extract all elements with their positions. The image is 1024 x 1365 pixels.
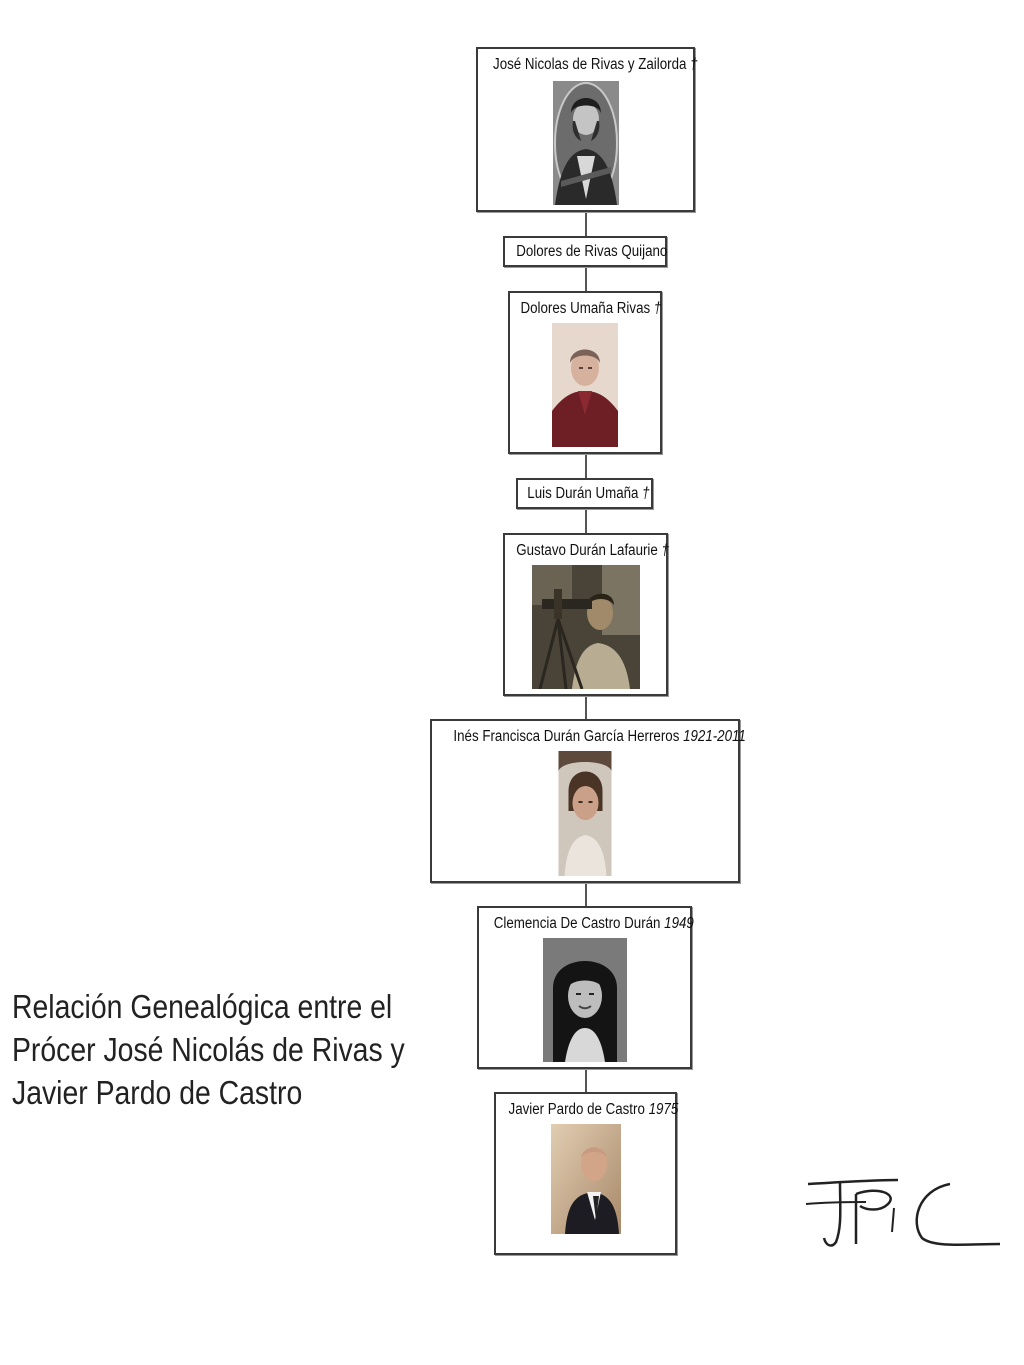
person-name: Inés Francisca Durán García Herreros 1921-2011 xyxy=(453,728,746,745)
connector-7-8 xyxy=(585,1068,587,1093)
diagram-caption: Relación Genealógica entre el Prócer José Nicolás de Rivas y Javier Pardo de Castro xyxy=(12,988,405,1111)
connector-2-3 xyxy=(585,266,587,292)
signature-image xyxy=(800,1172,1005,1252)
person-node-dolores-de-rivas xyxy=(503,236,667,267)
portrait-photo xyxy=(553,81,619,205)
person-name: Gustavo Durán Lafaurie † xyxy=(516,542,669,559)
person-name: José Nicolas de Rivas y Zailorda † xyxy=(493,56,698,73)
person-node-luis-duran xyxy=(516,478,653,509)
connector-4-5 xyxy=(585,508,587,534)
person-node-dolores-umana xyxy=(508,291,662,454)
person-node-javier-pardo xyxy=(494,1092,677,1255)
person-name: Dolores Umaña Rivas † xyxy=(520,300,662,317)
connector-6-7 xyxy=(585,882,587,907)
person-node-ines-francisca xyxy=(430,719,746,883)
portrait-photo xyxy=(552,323,618,447)
connector-3-4 xyxy=(585,453,587,479)
portrait-photo xyxy=(543,938,627,1062)
person-node-clemencia xyxy=(477,906,692,1069)
person-name: Dolores de Rivas Quijano xyxy=(516,243,668,260)
portrait-photo xyxy=(551,1124,621,1234)
connector-5-6 xyxy=(585,695,587,720)
person-node-gustavo-duran xyxy=(503,533,668,696)
person-name: Clemencia De Castro Durán 1949 xyxy=(493,915,694,932)
surveyor-photo xyxy=(532,565,640,689)
connector-1-2 xyxy=(585,211,587,237)
person-name: Luis Durán Umaña † xyxy=(527,485,650,502)
person-node-jose-nicolas xyxy=(476,47,698,212)
person-name: Javier Pardo de Castro 1975 xyxy=(508,1101,679,1118)
portrait-photo xyxy=(559,751,612,876)
